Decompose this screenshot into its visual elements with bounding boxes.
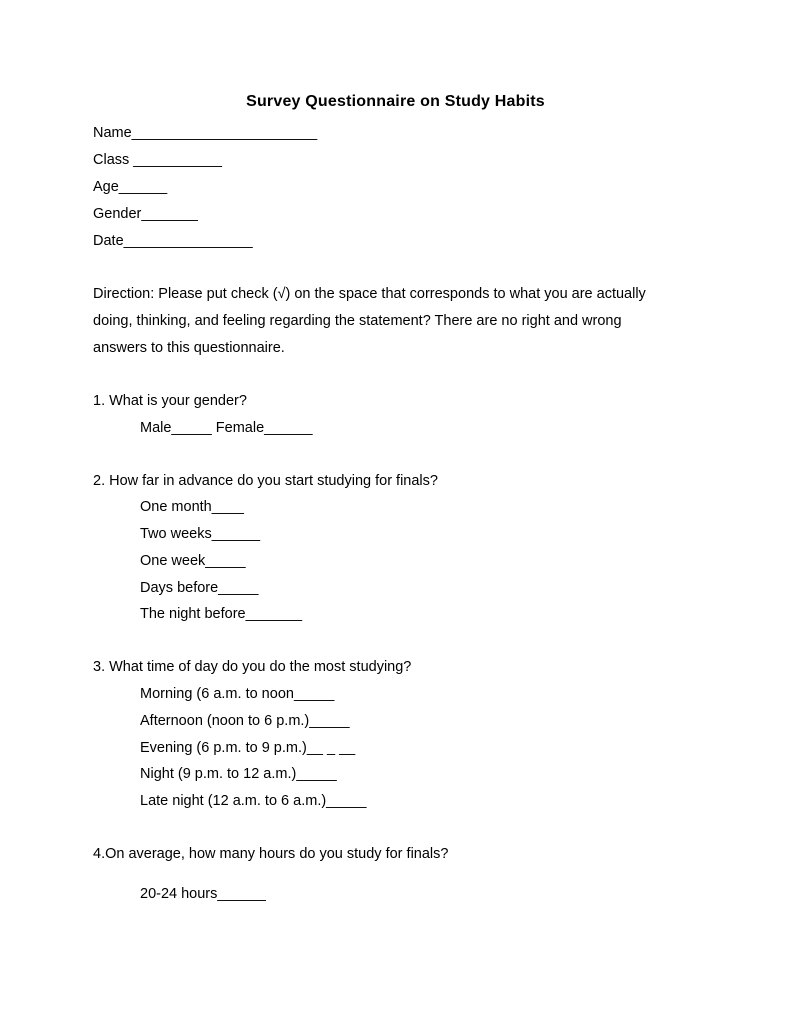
question-3: 3. What time of day do you do the most studying?	[93, 659, 412, 675]
option-two-weeks: Two weeks______	[140, 526, 261, 542]
question-4: 4.On average, how many hours do you study for finals?	[93, 846, 449, 862]
option-afternoon: Afternoon (noon to 6 p.m.)_____	[140, 713, 350, 729]
option-days-before: Days before_____	[140, 580, 259, 596]
option-evening: Evening (6 p.m. to 9 p.m.)__ _ __	[140, 740, 356, 756]
question-1-options: Male_____ Female______	[140, 420, 313, 436]
option-night-before: The night before_______	[140, 606, 303, 622]
option-morning: Morning (6 a.m. to noon_____	[140, 686, 335, 702]
option-night: Night (9 p.m. to 12 a.m.)_____	[140, 766, 337, 782]
page-title: Survey Questionnaire on Study Habits	[246, 93, 545, 110]
age-field: Age______	[93, 179, 168, 195]
option-one-month: One month____	[140, 499, 244, 515]
date-field: Date________________	[93, 233, 253, 249]
question-1: 1. What is your gender?	[93, 393, 247, 409]
class-field: Class ___________	[93, 152, 222, 168]
gender-field: Gender_______	[93, 206, 198, 222]
direction-text-line-1: Direction: Please put check (√) on the space that corresponds to what you are actually	[93, 286, 646, 302]
option-one-week: One week_____	[140, 553, 246, 569]
direction-text-line-2: doing, thinking, and feeling regarding the statement? There are no right and wrong	[93, 313, 622, 329]
option-20-24-hours: 20-24 hours______	[140, 886, 266, 902]
option-late-night: Late night (12 a.m. to 6 a.m.)_____	[140, 793, 367, 809]
question-2: 2. How far in advance do you start studying for finals?	[93, 473, 438, 489]
name-field: Name_______________________	[93, 125, 318, 141]
direction-text-line-3: answers to this questionnaire.	[93, 340, 285, 356]
